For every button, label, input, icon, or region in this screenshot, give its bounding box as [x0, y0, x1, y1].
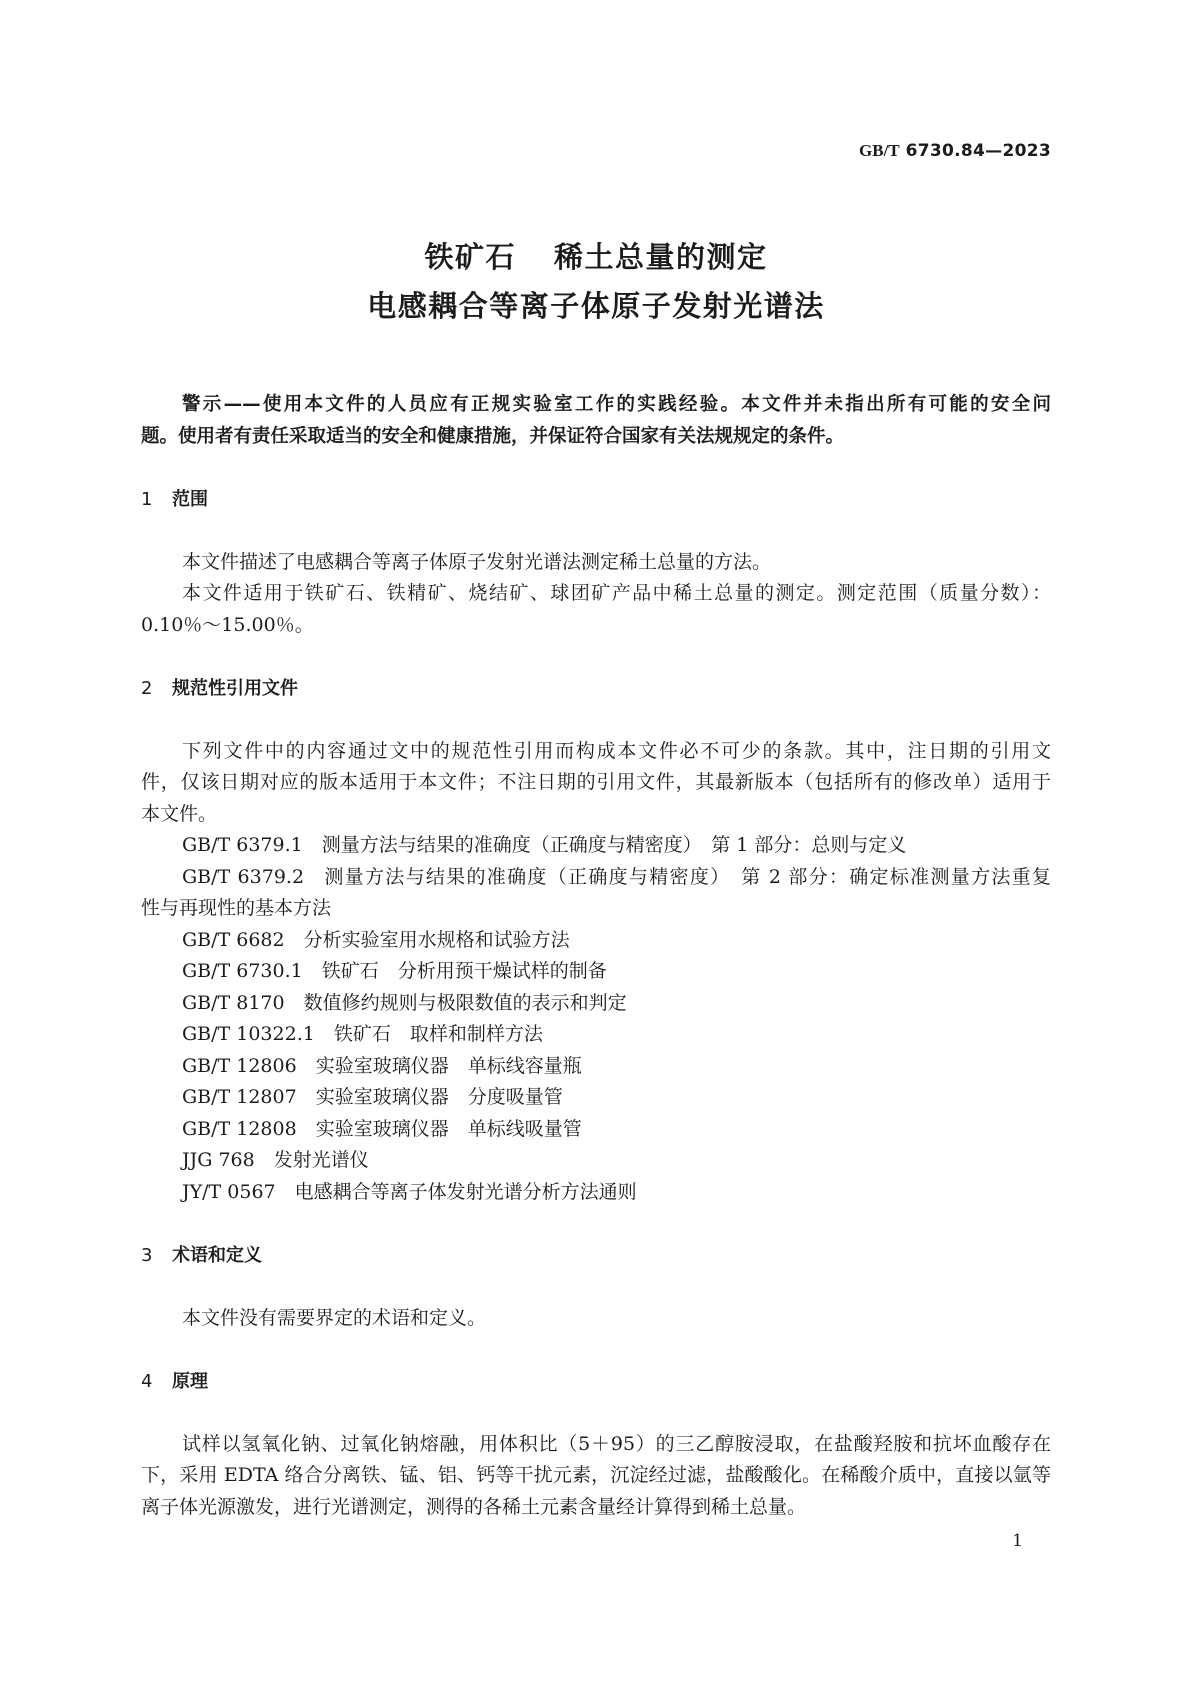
warning-line: 警示——使用本文件的人员应有正规实验室工作的实践经验。本文件并未指出所有可能的安全问 [182, 394, 1051, 415]
reference-title: 实验室玻璃仪器 单标线容量瓶 [315, 1054, 582, 1077]
warning-line: 题。使用者有责任采取适当的安全和健康措施，并保证符合国家有关法规规定的条件。 [141, 425, 845, 447]
section-title: 原理 [172, 1370, 208, 1392]
reference-code: JJG 768 [182, 1149, 255, 1171]
reference-item [141, 956, 1051, 988]
reference-title: 电感耦合等离子体发射光谱分析方法通则 [294, 1180, 637, 1203]
section-principle [141, 1366, 1051, 1524]
section-heading [141, 1240, 1051, 1272]
reference-code: JY/T 0567 [182, 1180, 276, 1203]
paragraph-line: 下，采用 EDTA 络合分离铁、锰、铝、钙等干扰元素，沉淀经过滤，盐酸酸化。在稀酸介质中，直接以氩等 [141, 1464, 1051, 1486]
reference-item [141, 1082, 1051, 1114]
section-terms-and-definitions [141, 1240, 1051, 1335]
reference-item [141, 862, 1051, 894]
standard-number: 6730.84—2023 [905, 141, 1051, 161]
reference-item [141, 1177, 1051, 1209]
reference-code: GB/T 6379.2 [182, 865, 305, 888]
reference-code: GB/T 12806 [182, 1054, 297, 1077]
title-line-1-subject: 铁矿石 [424, 240, 516, 274]
title-line-1 [141, 233, 1051, 282]
section-title: 范围 [172, 488, 208, 510]
paragraph-line: 0.10％～15.00％。 [141, 613, 314, 636]
paragraph-line: 下列文件中的内容通过文中的规范性引用而构成本文件必不可少的条款。其中，注日期的引用文 [182, 739, 1051, 762]
reference-item [141, 1114, 1051, 1146]
reference-list [141, 830, 1051, 1208]
title-line-1-topic: 稀土总量的测定 [554, 240, 768, 274]
section-normative-references [141, 673, 1051, 1209]
reference-item [141, 1051, 1051, 1083]
page-number: 1 [1012, 1531, 1023, 1551]
section-number: 2 [141, 677, 153, 699]
reference-code: GB/T 8170 [182, 991, 285, 1014]
reference-item [141, 1019, 1051, 1051]
section-heading [141, 1366, 1051, 1398]
section-number: 3 [141, 1244, 153, 1266]
reference-item [141, 925, 1051, 957]
reference-code: GB/T 10322.1 [182, 1023, 315, 1045]
paragraph-line: 本文件没有需要界定的术语和定义。 [182, 1306, 487, 1329]
paragraph-line: 离子体光源激发，进行光谱测定，测得的各稀土元素含量经计算得到稀土总量。 [141, 1495, 807, 1518]
reference-title: 实验室玻璃仪器 单标线吸量管 [315, 1117, 582, 1140]
section-title: 术语和定义 [172, 1244, 262, 1266]
reference-title: 实验室玻璃仪器 分度吸量管 [315, 1086, 563, 1108]
section-heading [141, 484, 1051, 516]
reference-title: 铁矿石 取样和制样方法 [333, 1023, 543, 1045]
reference-code: GB/T 6682 [182, 928, 285, 951]
paragraph-line: 件，仅该日期对应的版本适用于本文件；不注日期的引用文件，其最新版本（包括所有的修改单）适用于 [141, 771, 1051, 793]
reference-item [141, 1145, 1051, 1177]
reference-code: GB/T 12807 [182, 1086, 297, 1108]
section-title: 规范性引用文件 [172, 677, 298, 699]
standard-prefix: GB/T [859, 141, 900, 160]
reference-title: 铁矿石 分析用预干燥试样的制备 [321, 960, 607, 982]
paragraph-line: 本文件描述了电感耦合等离子体原子发射光谱法测定稀土总量的方法。 [182, 550, 772, 573]
reference-item [141, 988, 1051, 1020]
section-heading [141, 673, 1051, 705]
document-body [141, 389, 1051, 1523]
reference-title-continuation: 性与再现性的基本方法 [141, 897, 332, 919]
reference-code: GB/T 6379.1 [182, 834, 303, 856]
standard-number-header [859, 139, 1051, 163]
reference-title: 分析实验室用水规格和试验方法 [303, 928, 570, 951]
section-number: 4 [141, 1370, 153, 1392]
section-number: 1 [141, 488, 153, 510]
reference-code: GB/T 6730.1 [182, 960, 303, 982]
reference-title: 数值修约规则与极限数值的表示和判定 [303, 991, 627, 1014]
paragraph-line: 本文件适用于铁矿石、铁精矿、烧结矿、球团矿产品中稀土总量的测定。测定范围（质量分数）： [182, 582, 1051, 604]
reference-title: 测量方法与结果的准确度（正确度与精密度） 第 2 部分：确定标准测量方法重复 [323, 865, 1051, 888]
reference-title: 测量方法与结果的准确度（正确度与精密度） 第 1 部分：总则与定义 [321, 834, 907, 856]
section-scope [141, 484, 1051, 642]
warning-paragraph [141, 389, 1051, 452]
title-line-2: 电感耦合等离子体原子发射光谱法 [367, 289, 825, 323]
reference-code: GB/T 12808 [182, 1117, 297, 1140]
paragraph-line: 试样以氢氧化钠、过氧化钠熔融，用体积比（5＋95）的三乙醇胺浸取，在盐酸羟胺和抗坏血酸存在 [182, 1432, 1051, 1455]
reference-title: 发射光谱仪 [273, 1149, 369, 1171]
document-title [141, 233, 1051, 331]
reference-item [141, 830, 1051, 862]
paragraph-line: 本文件。 [141, 802, 218, 825]
